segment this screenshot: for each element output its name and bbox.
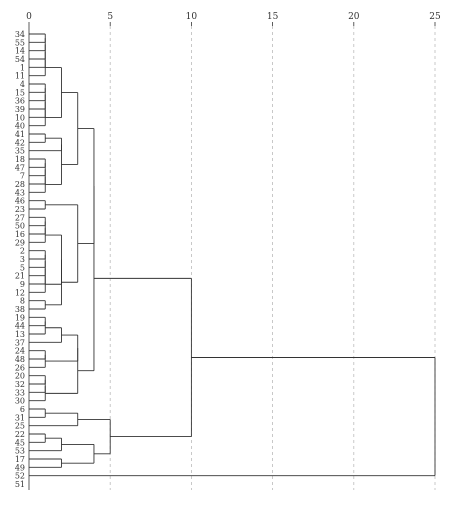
- leaf-label: 20: [14, 371, 25, 381]
- leaf-label: 8: [19, 296, 25, 306]
- leaf-label: 23: [14, 205, 25, 214]
- x-axis-ticks: [26, 12, 441, 26]
- leaf-labels: [15, 30, 25, 489]
- leaf-label: 19: [14, 313, 25, 323]
- leaf-label: 45: [14, 438, 25, 448]
- leaf-label: 15: [14, 88, 25, 98]
- leaf-label: 2: [19, 246, 25, 256]
- leaf-label: 39: [14, 105, 25, 114]
- leaf-label: 13: [14, 330, 25, 339]
- grid-lines: [29, 26, 435, 490]
- leaf-label: 28: [14, 180, 25, 189]
- leaf-label: 27: [14, 213, 25, 223]
- leaf-label: 33: [14, 388, 25, 398]
- leaf-label: 34: [14, 30, 25, 39]
- leaf-label: 49: [14, 463, 25, 473]
- leaf-label: 55: [14, 38, 25, 48]
- x-tick-label: 5: [107, 12, 114, 22]
- leaf-label: 41: [14, 130, 25, 139]
- leaf-label: 16: [14, 230, 25, 239]
- leaf-label: 25: [14, 421, 25, 431]
- leaf-label: 22: [14, 430, 25, 439]
- x-tick-label: 15: [266, 12, 279, 22]
- leaf-label: 38: [14, 305, 25, 314]
- leaf-label: 54: [14, 55, 25, 64]
- x-tick-label: 20: [348, 12, 360, 22]
- leaf-label: 52: [14, 471, 25, 481]
- leaf-label: 46: [14, 196, 25, 206]
- leaf-label: 6: [19, 405, 25, 414]
- leaf-label: 11: [14, 71, 25, 81]
- leaf-label: 48: [14, 355, 25, 364]
- x-tick-label: 25: [429, 12, 441, 22]
- leaf-label: 42: [14, 138, 25, 148]
- leaf-label: 44: [14, 321, 25, 331]
- leaf-label: 1: [19, 63, 25, 73]
- leaf-label: 24: [14, 346, 25, 356]
- leaf-label: 32: [14, 380, 25, 389]
- leaf-label: 29: [14, 238, 25, 248]
- leaf-label: 53: [14, 446, 25, 456]
- leaf-label: 31: [14, 413, 25, 423]
- leaf-label: 37: [14, 338, 25, 348]
- leaf-label: 10: [14, 113, 25, 123]
- leaf-label: 12: [14, 288, 25, 298]
- leaf-label: 7: [19, 171, 25, 181]
- leaf-label: 43: [14, 188, 25, 198]
- leaf-label: 3: [19, 255, 25, 264]
- leaf-label: 21: [14, 271, 25, 281]
- leaf-label: 9: [19, 280, 25, 289]
- leaf-label: 40: [14, 121, 25, 131]
- leaf-label: 4: [19, 80, 25, 89]
- leaf-label: 26: [14, 363, 25, 373]
- x-tick-label: 10: [185, 12, 198, 22]
- leaf-label: 50: [14, 221, 25, 231]
- leaf-label: 35: [14, 146, 25, 156]
- leaf-label: 36: [14, 96, 25, 106]
- leaf-label: 18: [14, 155, 25, 164]
- leaf-label: 17: [14, 455, 25, 464]
- leaf-label: 30: [14, 396, 25, 406]
- dendrogram-branches: [29, 34, 435, 476]
- x-tick-label: 0: [26, 12, 32, 22]
- leaf-label: 51: [14, 480, 25, 489]
- leaf-label: 5: [19, 263, 25, 273]
- leaf-label: 47: [14, 163, 25, 173]
- leaf-label: 14: [14, 46, 25, 56]
